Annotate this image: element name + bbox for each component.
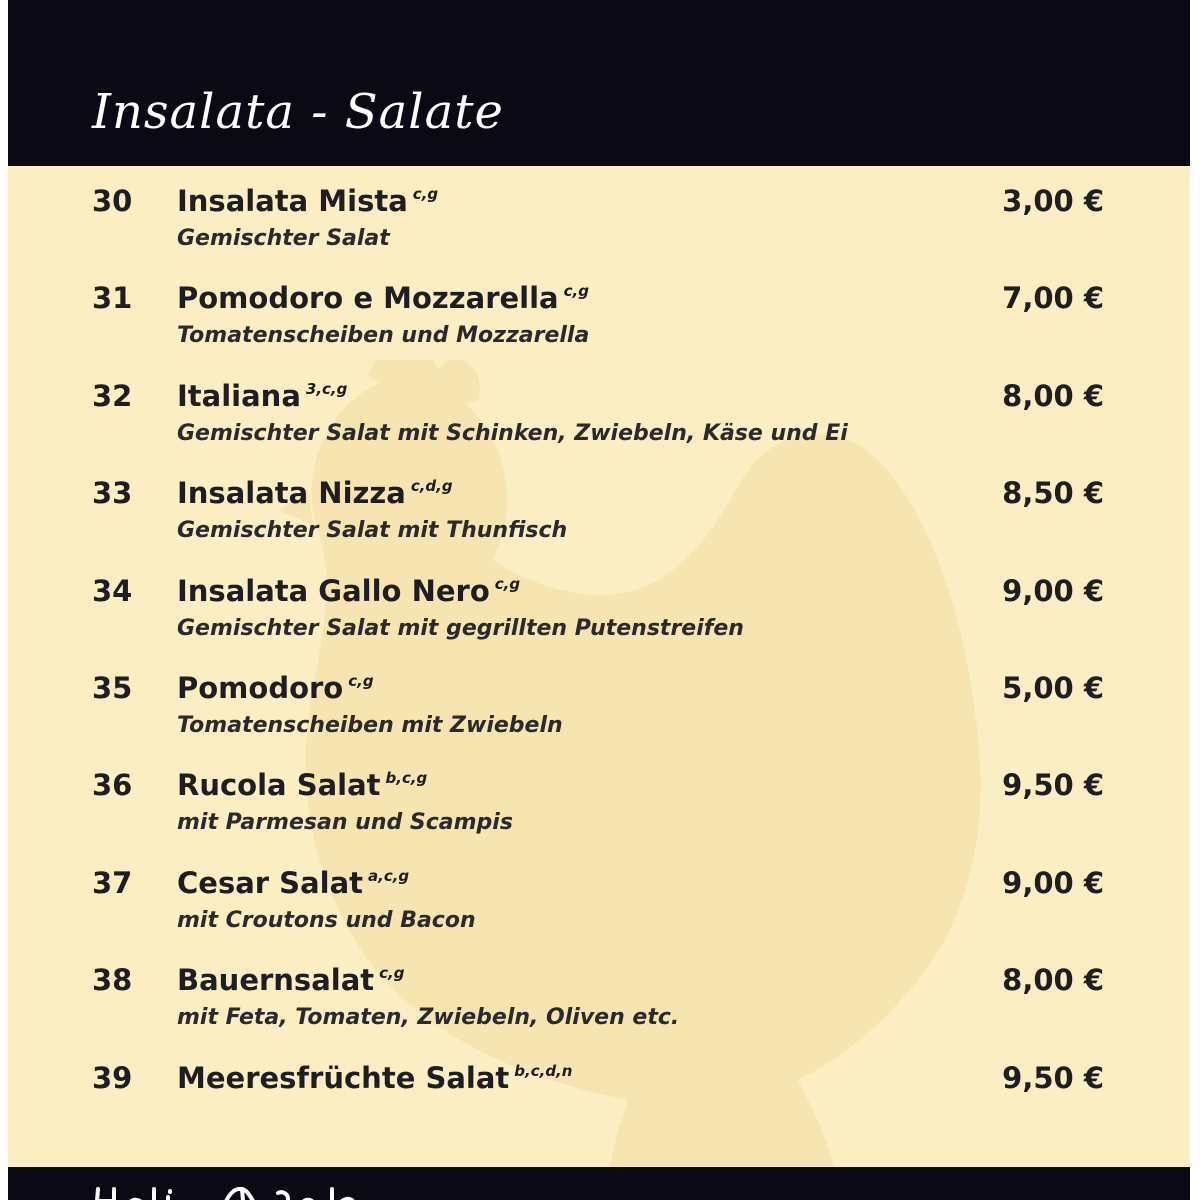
item-description: Tomatenscheiben und Mozzarella	[177, 323, 590, 349]
item-number: 37	[92, 865, 133, 900]
item-description: Tomatenscheiben mit Zwiebeln	[177, 712, 563, 738]
item-name: Insalata Nizza	[177, 476, 406, 511]
item-allergens: a,c,g	[368, 866, 410, 885]
item-name-line	[177, 1061, 572, 1095]
item-allergens: c,g	[563, 282, 589, 301]
item-price: 8,00 €	[1002, 963, 1104, 998]
item-description: Gemischter Salat mit Thunfisch	[177, 518, 568, 544]
item-number: 34	[92, 573, 133, 608]
item-description: mit Parmesan und Scampis	[177, 810, 513, 836]
item-description: Gemischter Salat mit Schinken, Zwiebeln, Käse und Ei	[177, 420, 848, 446]
item-allergens: c,g	[348, 671, 374, 690]
item-allergens: b,c,g	[385, 769, 428, 788]
menu-item	[8, 281, 1190, 378]
item-name: Bauernsalat	[177, 963, 375, 998]
item-allergens: b,c,d,n	[514, 1061, 573, 1080]
item-price: 9,50 €	[1002, 768, 1104, 803]
item-price: 8,00 €	[1002, 378, 1104, 413]
item-allergens: c,g	[379, 964, 405, 983]
item-name-line	[177, 281, 589, 315]
item-allergens: 3,c,g	[305, 379, 348, 398]
item-name: Pomodoro	[177, 670, 344, 705]
item-name: Meeresfrüchte Salat	[177, 1060, 510, 1095]
menu-item	[8, 1061, 1190, 1158]
item-price: 3,00 €	[1002, 184, 1104, 218]
item-name-line	[177, 768, 427, 802]
item-price: 5,00 €	[1002, 670, 1104, 705]
menu-item	[8, 671, 1190, 768]
item-price: 9,50 €	[1002, 1060, 1104, 1095]
item-number: 31	[92, 281, 133, 316]
menu-item	[8, 379, 1190, 476]
item-name: Italiana	[177, 378, 301, 413]
item-number: 33	[92, 476, 133, 511]
item-name: Insalata Gallo Nero	[177, 573, 490, 608]
item-description: mit Feta, Tomaten, Zwiebeln, Oliven etc.	[177, 1005, 680, 1031]
item-description: Gemischter Salat mit gegrillten Putenstreifen	[177, 615, 744, 641]
menu-item	[8, 963, 1190, 1060]
item-name-line	[177, 476, 453, 510]
item-name-line	[177, 184, 438, 218]
item-name-line	[177, 671, 374, 705]
footer-bar	[8, 1167, 1190, 1200]
item-name: Pomodoro e Mozzarella	[177, 281, 559, 316]
menu-item	[8, 476, 1190, 573]
item-allergens: c,g	[412, 185, 439, 203]
item-price: 8,50 €	[1002, 476, 1104, 511]
item-name: Insalata Mista	[177, 184, 408, 218]
item-number: 36	[92, 768, 133, 803]
menu-page	[8, 0, 1190, 1200]
item-number: 38	[92, 963, 133, 998]
item-price: 9,00 €	[1002, 573, 1104, 608]
next-section-title-cropped	[92, 1183, 372, 1200]
item-name-line	[177, 574, 520, 608]
header-bar	[8, 0, 1190, 166]
item-price: 7,00 €	[1002, 281, 1104, 316]
section-title: Insalata - Salate	[92, 84, 504, 140]
item-allergens: c,g	[494, 574, 521, 593]
item-price: 9,00 €	[1002, 865, 1104, 900]
menu-item	[8, 574, 1190, 671]
item-number: 35	[92, 670, 133, 705]
item-name-line	[177, 379, 347, 413]
item-description: Gemischter Salat	[177, 226, 390, 251]
item-name-line	[177, 866, 409, 900]
item-name-line	[177, 963, 404, 997]
item-description: mit Croutons und Bacon	[177, 907, 476, 933]
item-allergens: c,d,g	[410, 477, 453, 496]
menu-item	[8, 866, 1190, 963]
item-number: 32	[92, 378, 133, 413]
item-number: 39	[92, 1060, 133, 1095]
item-number: 30	[92, 184, 133, 218]
menu-item	[8, 184, 1190, 281]
item-name: Cesar Salat	[177, 865, 364, 900]
item-name: Rucola Salat	[177, 768, 381, 803]
menu-list	[8, 184, 1190, 1158]
menu-item	[8, 768, 1190, 865]
